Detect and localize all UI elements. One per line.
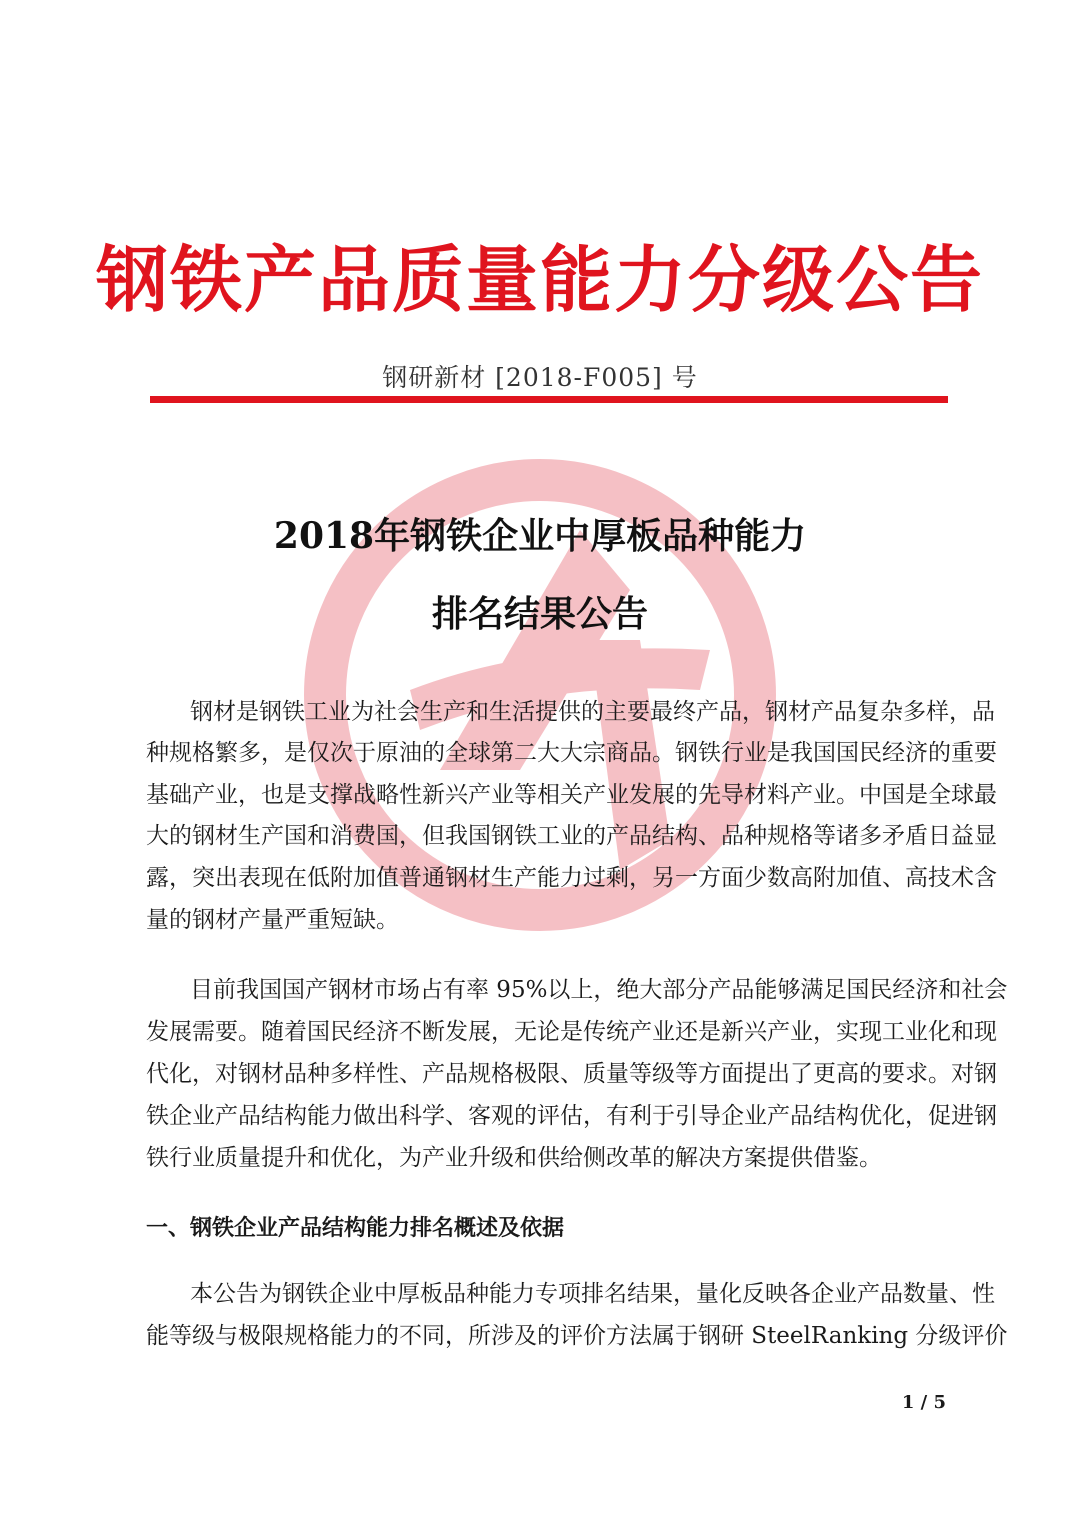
text-line: 本公告为钢铁企业中厚板品种能力专项排名结果，量化反映各企业产品数量、性 [190, 1281, 995, 1307]
red-divider [150, 396, 948, 403]
text-line: 能等级与极限规格能力的不同，所涉及的评价方法属于钢研 SteelRanking 分级评价 [146, 1323, 1008, 1349]
section-heading: 一、钢铁企业产品结构能力排名概述及依据 [146, 1216, 565, 1241]
text-line: 代化，对钢材品种多样性、产品规格极限、质量等级等方面提出了更高的要求。对钢 [146, 1061, 997, 1087]
text-line: 铁企业产品结构能力做出科学、客观的评估，有利于引导企业产品结构优化，促进钢 [146, 1103, 997, 1129]
document-number: 钢研新材 [2018-F005] 号 [382, 363, 698, 392]
document-title-line1: 2018年钢铁企业中厚板品种能力 [273, 515, 807, 557]
text-line: 露，突出表现在低附加值普通钢材生产能力过剩，另一方面少数高附加值、高技术含 [146, 865, 997, 891]
text-line: 发展需要。随着国民经济不断发展，无论是传统产业还是新兴产业，实现工业化和现 [146, 1019, 997, 1045]
text-line: 大的钢材生产国和消费国，但我国钢铁工业的产品结构、品种规格等诸多矛盾日益显 [146, 823, 997, 849]
text-line: 种规格繁多，是仅次于原油的全球第二大大宗商品。钢铁行业是我国国民经济的重要 [146, 740, 997, 766]
text-line: 钢材是钢铁工业为社会生产和生活提供的主要最终产品，钢材产品复杂多样，品 [190, 699, 995, 725]
page-number: 1 / 5 [901, 1392, 946, 1413]
document-title-line2: 排名结果公告 [431, 593, 648, 635]
text-line: 目前我国国产钢材市场占有率 95%以上，绝大部分产品能够满足国民经济和社会 [190, 977, 1008, 1003]
text-line: 基础产业，也是支撑战略性新兴产业等相关产业发展的先导材料产业。中国是全球最 [146, 782, 997, 808]
text-line: 量的钢材产量严重短缺。 [146, 907, 399, 933]
bulletin-title: 钢铁产品质量能力分级公告 [95, 238, 984, 322]
text-line: 铁行业质量提升和优化，为产业升级和供给侧改革的解决方案提供借鉴。 [146, 1145, 882, 1171]
